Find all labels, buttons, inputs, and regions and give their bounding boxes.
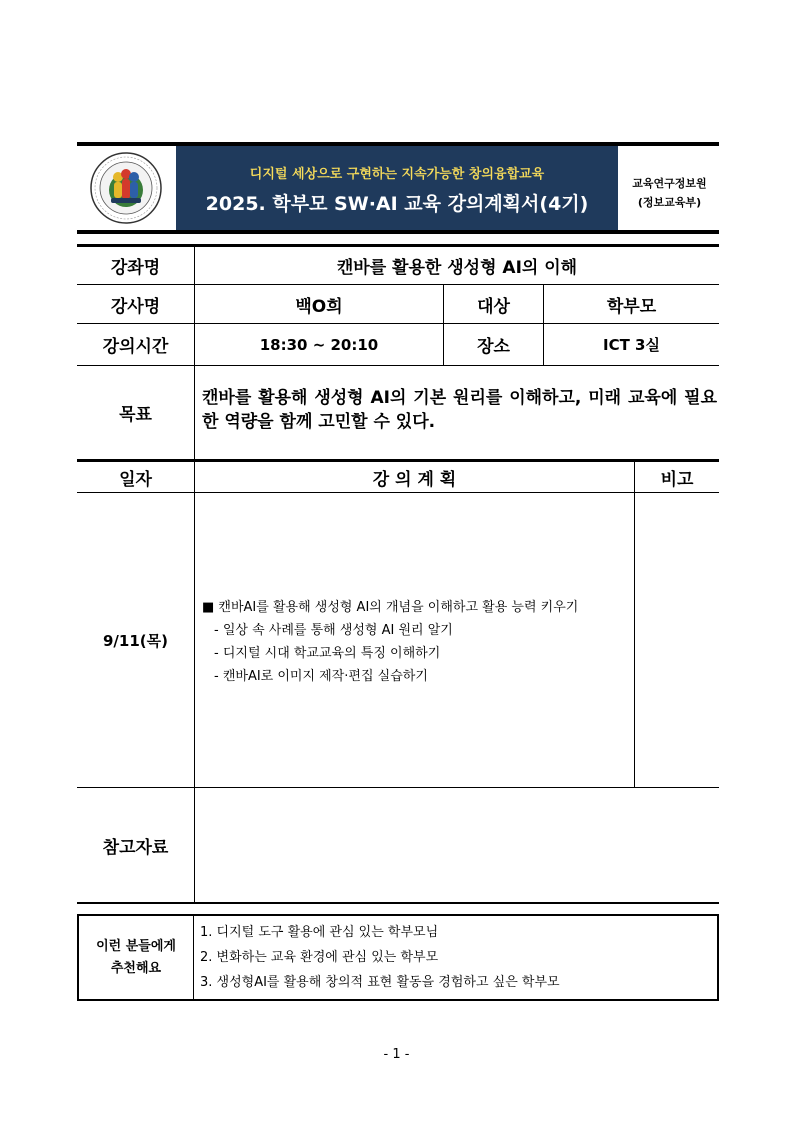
header-banner xyxy=(176,146,618,230)
organization-cell xyxy=(620,146,719,230)
document-header xyxy=(77,142,719,234)
page-number: - 1 - xyxy=(383,1047,410,1062)
goal-label: 목표 xyxy=(119,405,152,425)
recommend-list xyxy=(200,920,715,995)
box-rule xyxy=(193,916,194,999)
recommend-label-line: 이런 분들에게 xyxy=(96,938,176,954)
goal-value: 캔바를 활용해 생성형 AI의 기본 원리를 이해하고, 미래 교육에 필요한 역량을 함께 고민할 수 있다. xyxy=(202,388,717,432)
document-title: 2025. 학부모 SW·AI 교육 강의계획서(4기) xyxy=(205,193,589,215)
date-header: 일자 xyxy=(119,469,152,490)
plan-sub-item: - 일상 속 사례를 통해 생성형 AI 원리 알기 xyxy=(214,623,453,638)
instructor-label: 강사명 xyxy=(110,296,161,317)
header-subtitle: 디지털 세상으로 구현하는 지속가능한 창의융합교육 xyxy=(249,167,545,182)
table-rule xyxy=(194,462,195,902)
header-bottom-rule xyxy=(77,230,719,234)
plan-header: 강 의 계 획 xyxy=(372,469,457,490)
department-name: (정보교육부) xyxy=(637,196,702,209)
box-rule xyxy=(77,999,719,1001)
target-label: 대상 xyxy=(477,296,510,317)
organization-name: 교육연구정보원 xyxy=(632,177,707,190)
institution-logo-icon xyxy=(89,151,163,225)
reference-label: 참고자료 xyxy=(102,837,169,858)
time-label: 강의시간 xyxy=(102,337,169,357)
lecture-date: 9/11(목) xyxy=(103,631,168,650)
logo-cell xyxy=(77,146,174,230)
place-value: ICT 3실 xyxy=(603,336,660,354)
target-value: 학부모 xyxy=(606,296,657,317)
recommend-item: 2. 변화하는 교육 환경에 관심 있는 학부모 xyxy=(200,950,439,965)
plan-sub-item: - 디지털 시대 학교교육의 특징 이해하기 xyxy=(214,646,441,661)
plan-sub-item: - 캔바AI로 이미지 제작·편집 실습하기 xyxy=(214,669,428,684)
time-value: 18:30 ~ 20:10 xyxy=(259,335,379,354)
recommend-item: 1. 디지털 도구 활용에 관심 있는 학부모님 xyxy=(200,925,439,940)
course-value: 캔바를 활용한 생성형 AI의 이해 xyxy=(336,258,578,278)
recommend-item: 3. 생성형AI를 활용해 창의적 표현 활동을 경험하고 싶은 학부모 xyxy=(200,975,560,990)
table-rule xyxy=(634,462,635,787)
recommend-label-line: 추천해요 xyxy=(110,960,162,976)
box-rule xyxy=(717,914,719,1001)
table-rule xyxy=(77,902,719,904)
place-label: 장소 xyxy=(477,337,510,357)
course-label: 강좌명 xyxy=(110,258,161,278)
note-header: 비고 xyxy=(660,469,694,490)
plan-content xyxy=(202,596,632,688)
recommend-label xyxy=(79,916,193,999)
plan-main-item: ■ 캔바AI를 활용해 생성형 AI의 개념을 이해하고 활용 능력 키우기 xyxy=(202,600,579,615)
instructor-value: 백O희 xyxy=(295,296,343,317)
